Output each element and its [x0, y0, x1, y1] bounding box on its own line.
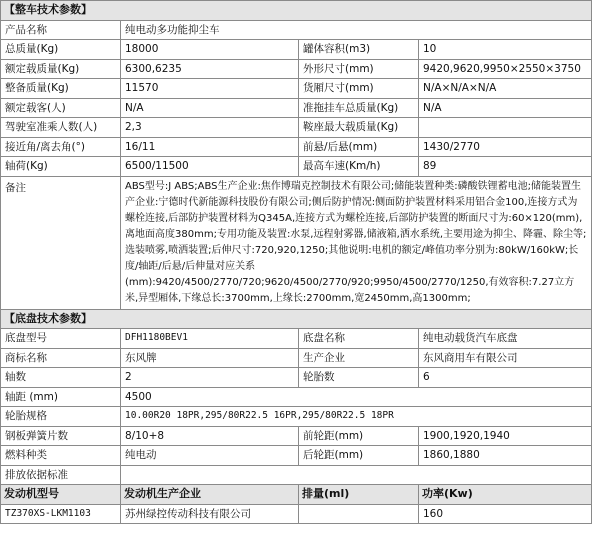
row-value: 1430/2770 — [419, 137, 592, 157]
row-value: 纯电动 — [121, 446, 299, 466]
table-row — [1, 20, 592, 40]
row-value: 6500/11500 — [121, 157, 299, 177]
table-row — [1, 348, 592, 368]
row-value: DFH1180BEV1 — [121, 329, 299, 349]
row-label: 轴荷(Kg) — [1, 157, 121, 177]
engine-power: 160 — [419, 504, 592, 524]
chassis-section-header-row — [1, 309, 592, 329]
row-value: 9420,9620,9950×2550×3750 — [419, 59, 592, 79]
engine-model-header: 发动机型号 — [1, 485, 121, 505]
row-label: 产品名称 — [1, 20, 121, 40]
engine-displacement — [299, 504, 419, 524]
engine-row — [1, 504, 592, 524]
table-row — [1, 426, 592, 446]
row-label: 轴距 (mm) — [1, 387, 121, 407]
table-row — [1, 329, 592, 349]
row-value: 东风商用车有限公司 — [419, 348, 592, 368]
vehicle-section-title: 【整车技术参数】 — [1, 1, 592, 21]
row-label: 驾驶室准乘人数(人) — [1, 118, 121, 138]
row-label: 排放依据标准 — [1, 465, 121, 485]
row-value: 1860,1880 — [419, 446, 592, 466]
table-row — [1, 79, 592, 99]
row-label: 鞍座最大载质量(Kg) — [299, 118, 419, 138]
row-value: 东风牌 — [121, 348, 299, 368]
table-row — [1, 407, 592, 427]
row-value: 18000 — [121, 40, 299, 60]
row-value: 纯电动多功能抑尘车 — [121, 20, 592, 40]
row-label: 后轮距(mm) — [299, 446, 419, 466]
table-row — [1, 40, 592, 60]
engine-displacement-header: 排量(ml) — [299, 485, 419, 505]
row-label: 钢板弹簧片数 — [1, 426, 121, 446]
row-value: 10.00R20 18PR,295/80R22.5 16PR,295/80R22.5 18PR — [121, 407, 592, 427]
row-label: 整备质量(Kg) — [1, 79, 121, 99]
row-label: 底盘名称 — [299, 329, 419, 349]
row-value: 16/11 — [121, 137, 299, 157]
engine-maker: 苏州绿控传动科技有限公司 — [121, 504, 299, 524]
row-label: 轮胎数 — [299, 368, 419, 388]
row-value: 4500 — [121, 387, 592, 407]
row-value: 2 — [121, 368, 299, 388]
row-label: 最高车速(Km/h) — [299, 157, 419, 177]
engine-header-row — [1, 485, 592, 505]
table-row — [1, 465, 592, 485]
row-label: 前轮距(mm) — [299, 426, 419, 446]
row-label: 货厢尺寸(mm) — [299, 79, 419, 99]
row-label: 轮胎规格 — [1, 407, 121, 427]
row-value: 6300,6235 — [121, 59, 299, 79]
engine-model: TZ370XS-LKM1103 — [1, 504, 121, 524]
notes-text: ABS型号:J ABS;ABS生产企业:焦作博瑞克控制技术有限公司;储能装置种类:磷酸铁锂蓄电池;储能装置生产企业:宁德时代新能源科技股份有限公司;侧后防护情况:侧面防护装置材料采用铝合金100,连接方式为螺栓连接,后部防护装置材料为Q345A,连接方式为螺栓连接,后部防护装置的断面尺寸为:60×120(mm),离地面高度380mm;专用功能及装置:水泵,远程射雾器,储液箱,洒水系统,主要用途为抑尘、降霾、除尘等;选装喷雾,喷洒装置;后伸尺寸:720,920,1250;其他说明:电机的额定/峰值功率分别为:80kW/160kW;长度/轴距/后悬/后伸量对应关系(mm):9420/4500/2770/720;9620/4500/2770/920;9950/4500/2770/1250,有效容积:7.27立方米,异型厢体,下缘总长:3700mm,上缘长:2700mm,宽2450mm,高1300mm; — [121, 176, 592, 309]
row-label: 底盘型号 — [1, 329, 121, 349]
row-value: 6 — [419, 368, 592, 388]
row-value: N/A — [419, 98, 592, 118]
row-label: 前悬/后悬(mm) — [299, 137, 419, 157]
row-value: 8/10+8 — [121, 426, 299, 446]
vehicle-section-header-row — [1, 1, 592, 21]
row-label: 准拖挂车总质量(Kg) — [299, 98, 419, 118]
table-row — [1, 157, 592, 177]
row-value — [121, 465, 592, 485]
table-row — [1, 368, 592, 388]
table-row — [1, 387, 592, 407]
row-value — [419, 118, 592, 138]
row-label: 生产企业 — [299, 348, 419, 368]
row-value: N/A — [121, 98, 299, 118]
row-label: 罐体容积(m3) — [299, 40, 419, 60]
engine-power-header: 功率(Kw) — [419, 485, 592, 505]
row-label: 燃料种类 — [1, 446, 121, 466]
engine-maker-header: 发动机生产企业 — [121, 485, 299, 505]
row-label: 轴数 — [1, 368, 121, 388]
row-value: 89 — [419, 157, 592, 177]
row-value: 11570 — [121, 79, 299, 99]
table-row — [1, 118, 592, 138]
row-label: 外形尺寸(mm) — [299, 59, 419, 79]
row-value: 10 — [419, 40, 592, 60]
row-label: 额定载质量(Kg) — [1, 59, 121, 79]
row-label: 接近角/离去角(°) — [1, 137, 121, 157]
row-label: 额定载客(人) — [1, 98, 121, 118]
row-value: N/A×N/A×N/A — [419, 79, 592, 99]
table-row — [1, 137, 592, 157]
row-value: 1900,1920,1940 — [419, 426, 592, 446]
chassis-section-title: 【底盘技术参数】 — [1, 309, 592, 329]
notes-row — [1, 176, 592, 309]
row-label: 商标名称 — [1, 348, 121, 368]
table-row — [1, 59, 592, 79]
row-value: 2,3 — [121, 118, 299, 138]
row-label: 总质量(Kg) — [1, 40, 121, 60]
notes-label: 备注 — [1, 176, 121, 309]
table-row — [1, 446, 592, 466]
table-row — [1, 98, 592, 118]
row-value: 纯电动载货汽车底盘 — [419, 329, 592, 349]
